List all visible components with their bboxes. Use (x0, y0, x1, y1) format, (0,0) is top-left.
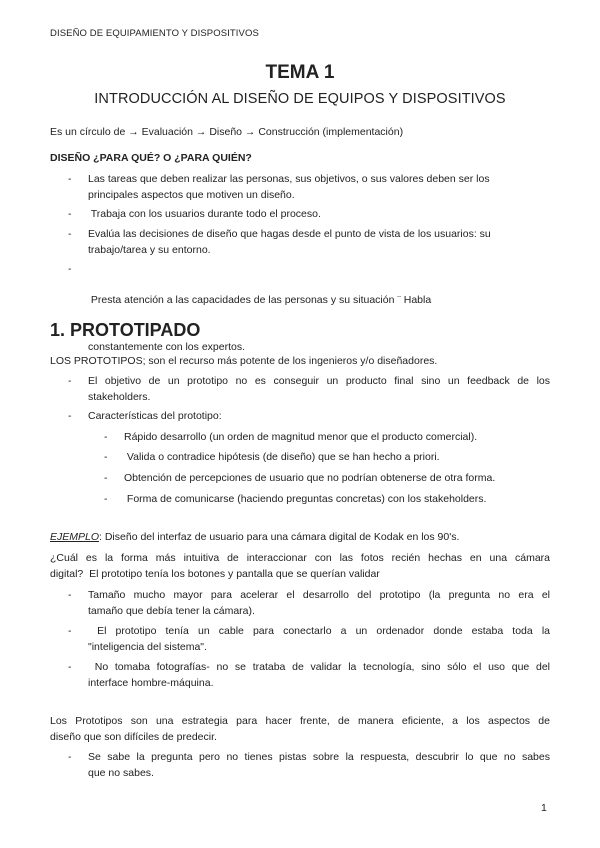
bullet-dash: - (68, 751, 72, 763)
list-item-text: Trabaja con los usuarios durante todo el proceso. (88, 208, 321, 220)
list-item-text: Tamaño mucho mayor para acelerar el desarrollo del prototipo (la pregunta no era el (88, 589, 550, 601)
running-header: DISEÑO DE EQUIPAMIENTO Y DISPOSITIVOS (50, 28, 259, 39)
bullet-dash: - (68, 589, 72, 601)
list-item-text: El prototipo tenía un cable para conectarlo a un ordenador donde estaba toda la (88, 625, 550, 637)
bullet-dash: - (68, 410, 72, 422)
bullet-dash: - (104, 493, 108, 505)
list-item-text: Presta atención a las capacidades de las personas y su situación ¨ Habla (88, 294, 432, 306)
list-item (68, 588, 550, 620)
list-item (68, 624, 550, 656)
list-item-text: El objetivo de un prototipo no es conseguir un producto final sino un feedback de los (88, 375, 550, 387)
bullet-dash: - (68, 173, 72, 185)
list-item-text: Forma de comunicarse (haciendo preguntas concretas) con los stakeholders. (124, 493, 487, 505)
list-item-text: interface hombre-máquina. (88, 676, 214, 689)
bullet-dash: - (68, 263, 72, 275)
list-item (68, 227, 550, 259)
list-item-text: que no sabes. (88, 766, 154, 779)
list-item-text: stakeholders. (88, 390, 151, 403)
list-item-text: "inteligencia del sistema". (88, 640, 207, 653)
list-item (68, 374, 550, 406)
page-number: 1 (541, 802, 547, 814)
list-item-text: Rápido desarrollo (un orden de magnitud menor que el producto comercial). (124, 431, 478, 443)
list-item-text: tamaño que debía tener la cámara). (88, 604, 255, 617)
list-item-text: Se sabe la pregunta pero no tienes pistas sobre la respuesta, descubrir lo que no sabes (88, 751, 550, 763)
list-item-text: trabajo/tarea y su entorno. (88, 243, 211, 256)
page-title: TEMA 1 (265, 62, 335, 83)
closing-line: Los Prototipos son una estrategia para hacer frente, de manera eficiente, a los aspectos de (50, 715, 550, 727)
list-item-text: Obtención de percepciones de usuario que no podrían obtenerse de otra forma. (124, 472, 496, 484)
list-item (68, 409, 550, 425)
bullet-dash: - (104, 431, 108, 443)
section-intro: LOS PROTOTIPOS; son el recurso más potente de los ingenieros y/o diseñadores. (50, 355, 438, 367)
sub-list-item (104, 430, 550, 446)
example-label: EJEMPLO (50, 531, 100, 543)
list-item-text: Valida o contradice hipótesis (de diseño) que se han hecho a priori. (124, 451, 440, 463)
list-item (68, 750, 550, 782)
section-heading: 1. PROTOTIPADO (50, 320, 201, 340)
sub-list-item (104, 450, 550, 466)
example-question (50, 551, 550, 582)
list-item (68, 172, 550, 204)
page-subtitle: INTRODUCCIÓN AL DISEÑO DE EQUIPOS Y DISPOSITIVOS (94, 91, 506, 107)
bullet-dash: - (68, 375, 72, 387)
list-item-text: principales aspectos que motiven un diseño. (88, 188, 295, 201)
design-heading: DISEÑO ¿PARA QUÉ? O ¿PARA QUIÉN? (50, 152, 252, 164)
list-item (68, 207, 550, 223)
question-line: ¿Cuál es la forma más intuitiva de interaccionar con las fotos recién hechas en una cámara (50, 552, 550, 564)
list-item-text: Las tareas que deben realizar las personas, sus objetivos, o sus valores deben ser los (88, 173, 490, 185)
question-line: digital? El prototipo tenía los botones y pantalla que se querían validar (50, 567, 380, 580)
sub-list-item (104, 471, 550, 487)
bullet-dash: - (104, 451, 108, 463)
closing-line: diseño que son difíciles de predecir. (50, 730, 217, 743)
list-item-text: No tomaba fotografías- no se trataba de validar la tecnología, sino sólo el uso que del (88, 661, 550, 673)
sub-list-item (104, 492, 550, 508)
list-item-text: constantemente con los expertos. (88, 340, 246, 353)
bullet-dash: - (68, 661, 72, 673)
closing-paragraph (50, 714, 550, 745)
list-item-text: Características del prototipo: (88, 410, 222, 422)
intro-paragraph: Es un círculo de → Evaluación → Diseño → Construcción (implementación) (50, 126, 404, 138)
list-item (68, 660, 550, 692)
bullet-dash: - (104, 472, 108, 484)
bullet-dash: - (68, 228, 72, 240)
example-text: : Diseño del interfaz de usuario para una cámara digital de Kodak en los 90's. (99, 531, 460, 543)
bullet-dash: - (68, 625, 72, 637)
example-line (50, 530, 550, 546)
bullet-dash: - (68, 208, 72, 220)
list-item-text: Evalúa las decisiones de diseño que hagas desde el punto de vista de los usuarios: su (88, 228, 491, 240)
